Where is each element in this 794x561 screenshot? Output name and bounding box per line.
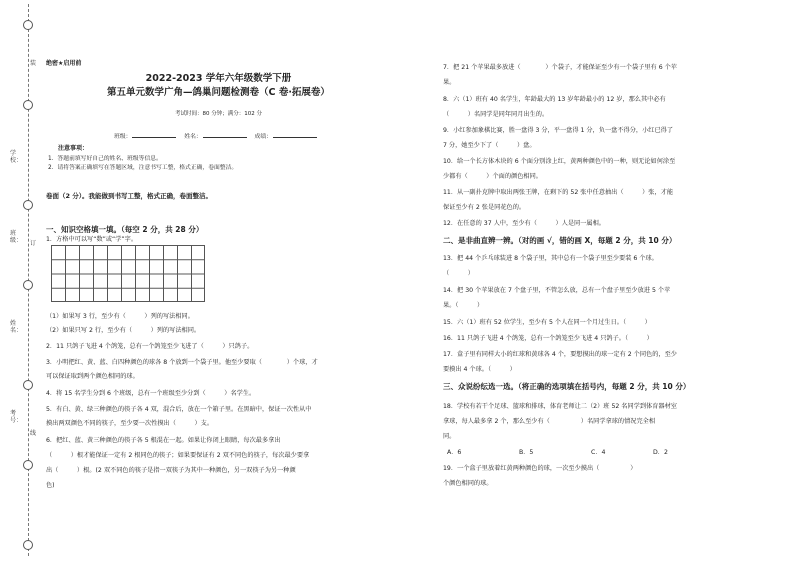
name-blank[interactable]	[203, 131, 247, 138]
question-17-line1: 17．盒子里有同样大小的红球和黄球各 4 个，要想摸出的球一定有 2 个同色的，至少	[443, 351, 677, 358]
question-18-line3: 同。	[443, 433, 456, 440]
name-label: 姓名：	[184, 134, 202, 140]
question-7-line2: 果。	[443, 79, 456, 86]
binding-word-zhuang: 装	[30, 60, 37, 67]
question-1: 1．方格中可以写“数”或“学”字。	[46, 236, 138, 243]
exam-info: 考试时间：80 分钟；满分：102 分	[175, 111, 262, 117]
writing-grid	[51, 245, 205, 302]
binding-hole	[23, 20, 33, 30]
section2-title: 二、是非曲直辨一辨。（对的画 √，错的画 X，每题 2 分，共 10 分）	[443, 236, 677, 245]
binding-hole	[23, 200, 33, 210]
question-6-line4: 色)	[46, 482, 55, 489]
question-6-line2: （ ）根才能保证一定有 2 根同色的筷子；如果要保证有 2 双不同色的筷子，每次最少要拿	[46, 452, 310, 459]
question-10-line1: 10．给一个长方体木块的 6 个面分别涂上红，黄两种颜色中的一种，则无论如何涂至	[443, 158, 676, 165]
binding-hole	[23, 280, 33, 290]
question-19-line2: 个颜色相同的球。	[443, 480, 493, 487]
q18-option-b[interactable]: B．5	[519, 449, 534, 456]
question-13-line2: （ ）	[443, 270, 474, 277]
question-5-line1: 5．有白、黄、绿三种颜色的筷子各 4 双，混合后，放在一个箱子里。在黑暗中，保证一次性从中	[46, 406, 312, 413]
question-14-line1: 14．把 30 个苹果放在 7 个盘子里，不管怎么放，总有一个盘子里至少放进 5 个苹	[443, 287, 671, 294]
binding-hole	[23, 540, 33, 550]
question-18-line2: 拿球，每人最多拿 2 个，那么至少有（ ）名同学拿球的情况完全相	[443, 418, 656, 425]
binding-strip	[0, 0, 40, 561]
question-1a: （1）如果写 3 行，至少有（ ）列的写法相同。	[46, 313, 194, 320]
binding-label-name: 姓名：	[10, 320, 23, 334]
exam-title-line2: 第五单元数学广角—鸽巢问题检测卷（C 卷·拓展卷）	[107, 87, 330, 98]
secret-label: 绝密★启用前	[46, 60, 82, 67]
question-6-line3: 出（ ）根。(2 双不同色的筷子是指一双筷子为其中一种颜色，另一双筷子为另一种颜	[46, 467, 296, 474]
binding-word-xian: 线	[30, 430, 37, 437]
question-9-line1: 9．小红参加象棋比赛，胜一盘得 3 分，平一盘得 1 分，负一盘不得分，小红已得了	[443, 127, 674, 134]
question-7-line1: 7．把 21 个苹果最多放进（ ）个袋子，才能保证至少有一个袋子里有 6 个苹	[443, 64, 677, 71]
question-12: 12．在任意的 37 人中，至少有（ ）人是同一属相。	[443, 220, 605, 227]
binding-label-class: 班级：	[10, 230, 23, 244]
score-blank[interactable]	[273, 131, 317, 138]
score-label: 成绩：	[254, 134, 272, 140]
binding-label-school: 学校：	[10, 150, 23, 164]
question-17-line2: 要摸出 4 个球。（ ）	[443, 366, 516, 373]
question-2: 2．11 只鸽子飞进 4 个鸽笼，总有一个鸽笼至少飞进了（ ）只鸽子。	[46, 343, 254, 350]
section1-title: 一、知识空格填一填。（每空 2 分，共 28 分）	[46, 225, 204, 234]
question-16: 16．11 只鸽子飞进 4 个鸽笼，总有一个鸽笼至少飞进 4 只鸽子。（ ）	[443, 335, 653, 342]
binding-word-ding: 订	[30, 240, 37, 247]
question-11-line2: 保证至少有 2 张是同花色的。	[443, 204, 526, 211]
notes-title: 注意事项：	[58, 145, 89, 152]
neatness-statement: 卷面（2 分）。我能做到书写工整，格式正确，卷面整洁。	[46, 192, 213, 200]
class-blank[interactable]	[132, 131, 176, 138]
binding-label-number: 考号：	[10, 410, 23, 424]
binding-hole	[23, 100, 33, 110]
question-3-line1: 3．小明把红、黄、蓝、白四种颜色的球各 8 个放到一个袋子里。他至少要取（ ）个球，才	[46, 359, 318, 366]
note-item: 2．请将答案正确填写在答题区域，注意书写工整，格式正确，卷面整洁。	[48, 165, 238, 171]
question-6-line1: 6．把红、蓝、黄三种颜色的筷子各 5 根混在一起。如果让你闭上眼睛，每次最多拿出	[46, 437, 281, 444]
exam-title-line1: 2022-2023 学年六年级数学下册	[145, 73, 292, 84]
question-19-line1: 19．一个盒子里放着红黄两种颜色的球，一次至少摸出（ ）	[443, 465, 637, 472]
question-9-line2: 7 分，她至少下了（ ）盘。	[443, 142, 536, 149]
q18-option-d[interactable]: D．2	[653, 449, 668, 456]
question-8-line1: 8．六（1）班有 40 名学生，年龄最大的 13 岁年龄最小的 12 岁，那么其中必有	[443, 96, 666, 103]
question-18-line1: 18．学校有若干个足球、篮球和排球，体育老师让二（2）班 52 名同学到体育器材室	[443, 403, 677, 410]
question-13-line1: 13．把 44 个乒乓球装进 8 个袋子里，其中总有一个袋子里至少要装 6 个球。	[443, 255, 658, 262]
question-3-line2: 可以保证取到两个颜色相同的球。	[46, 373, 139, 380]
question-4: 4．将 15 名学生分到 6 个班级，总有一个班级至少分到（ ）名学生。	[46, 390, 256, 397]
question-5-line2: 摸出两双颜色不同的筷子，至少要一次性摸出（ ）支。	[46, 420, 214, 427]
q18-option-a[interactable]: A．6	[447, 449, 462, 456]
question-8-line2: （ ）名同学是同年同月出生的。	[443, 111, 549, 118]
binding-hole	[23, 380, 33, 390]
student-info-row	[46, 131, 391, 141]
binding-hole	[23, 460, 33, 470]
class-label: 班级：	[114, 134, 132, 140]
note-item: 1．答题前填写好自己的姓名、班级等信息。	[48, 156, 162, 162]
question-10-line2: 少都有（ ）个面的颜色相同。	[443, 173, 542, 180]
question-11-line1: 11．从一副扑克牌中取出两张王牌，在剩下的 52 张中任意抽出（ ）张，才能	[443, 189, 674, 196]
question-1b: （2）如果只写 2 行，至少有（ ）列的写法相同。	[46, 327, 201, 334]
section3-title: 三、众说纷纭选一选。（将正确的选项填在括号内，每题 2 分，共 10 分）	[443, 382, 691, 391]
q18-option-c[interactable]: C．4	[591, 449, 606, 456]
question-15: 15．六（1）班有 52 位学生，至少有 5 个人在同一个月过生日。（ ）	[443, 319, 651, 326]
question-14-line2: 果。（ ）	[443, 302, 484, 309]
